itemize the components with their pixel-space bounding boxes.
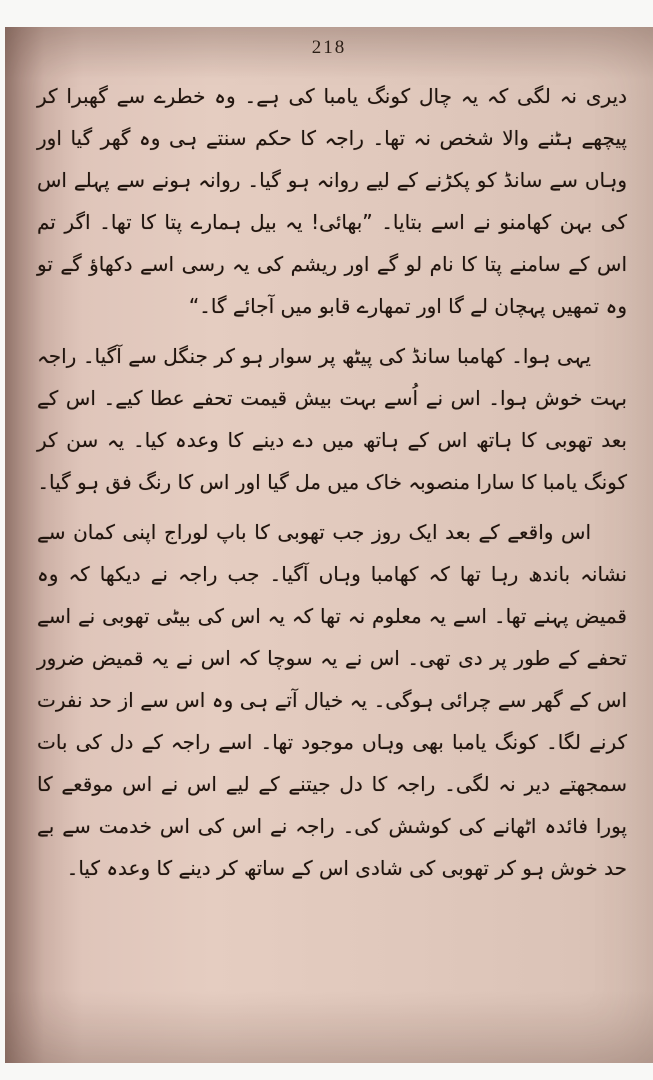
page-number: 218 bbox=[311, 37, 347, 58]
paragraph-3: اس واقعے کے بعد ایک روز جب تھوبی کا باپ لوراج اپنی کمان سے نشانہ باندھ رہا تھا کہ کھامبا وہاں آگیا۔ جب راجہ نے دیکھا کہ وہ قمیض پہنے تھا۔ اسے یہ معلوم نہ تھا کہ یہ اس کی بیٹی تھوبی نے اسے تحفے کے طور پر دی تھی۔ اس نے یہ سوچا کہ اس نے یہ قمیض ضرور اس کے گھر سے چرائی ہوگی۔ یہ خیال آتے ہی وہ اس سے از حد نفرت کرنے لگا۔ کونگ یامبا بھی وہاں موجود تھا۔ اسے راجہ کے دل کی بات سمجھتے دیر نہ لگی۔ راجہ کا دل جیتنے کے لیے اس نے اس موقعے کا پورا فائدہ اٹھانے کی کوشش کی۔ راجہ نے اس کی اس خدمت سے بے حد خوش ہو کر تھوبی کی شادی اس کے ساتھ کر دینے کا وعدہ کیا۔ bbox=[37, 520, 627, 880]
urdu-text-block bbox=[5, 59, 653, 889]
scanned-book-page bbox=[5, 27, 653, 1063]
paragraph-1: دیری نہ لگی کہ یہ چال کونگ یامبا کی ہے۔ وہ خطرے سے گھبرا کر پیچھے ہٹنے والا شخص نہ تھا۔ راجہ کا حکم سنتے ہی وہ گھر گیا اور وہاں سے سانڈ کو پکڑنے کے لیے روانہ ہو گیا۔ روانہ ہونے سے پہلے اس کی بہن کھامنو نے اسے بتایا۔ ”بھائی! یہ بیل ہمارے پتا کا تھا۔ اگر تم اس کے سامنے پتا کا نام لو گے اور ریشم کی یہ رسی اسے دکھاؤ گے تو وہ تمھیں پہچان لے گا اور تمھارے قابو میں آجائے گا۔“ bbox=[37, 84, 627, 318]
paragraph-2: یہی ہوا۔ کھامبا سانڈ کی پیٹھ پر سوار ہو کر جنگل سے آگیا۔ راجہ بہت خوش ہوا۔ اس نے اُسے بہت بیش قیمت تحفے عطا کیے۔ اس کے بعد تھوبی کا ہاتھ اس کے ہاتھ میں دے دینے کا وعدہ کیا۔ یہ سن کر کونگ یامبا کا سارا منصوبہ خاک میں مل گیا اور اس کا رنگ فق ہو گیا۔ bbox=[37, 344, 627, 494]
